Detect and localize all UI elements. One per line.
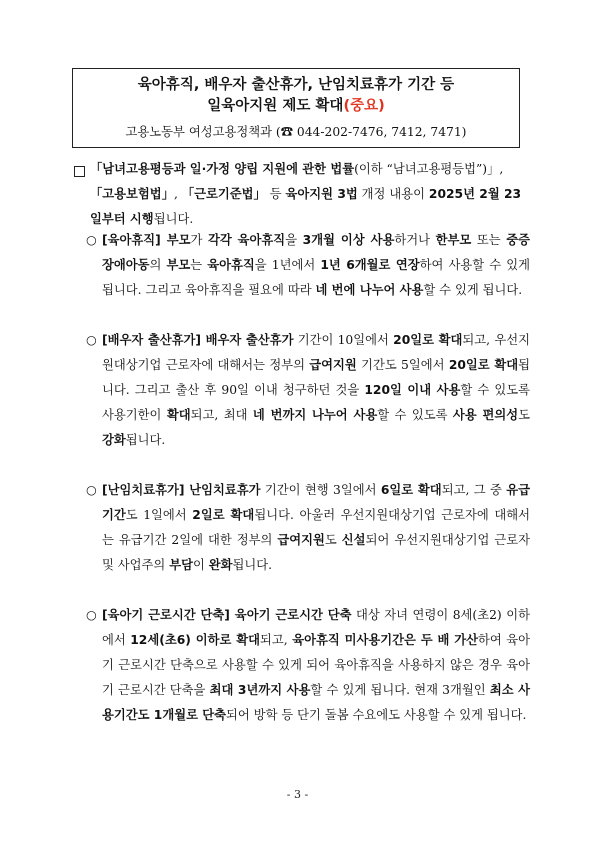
item-text — [102, 228, 530, 303]
text-segment: 기간도 5일에서 — [356, 358, 449, 372]
bold-text-segment: 한부모 — [435, 233, 472, 247]
title-line-2 — [73, 94, 519, 115]
text-segment: 는 — [190, 258, 208, 272]
importance-tag: (중요) — [343, 98, 385, 114]
title-line-1: 육아휴직, 배우자 출산휴가, 난임치료휴가 기간 등 — [137, 77, 455, 93]
bold-text-segment: 2일로 확대 — [192, 508, 255, 522]
bold-text-segment: 12세(초6) 이하로 확대 — [130, 633, 261, 647]
text-segment: 되고, 최대 — [190, 408, 253, 422]
text-segment: , — [174, 187, 182, 201]
bold-text-segment: 최대 3년까지 사용 — [209, 683, 311, 697]
bold-text-segment: 120일 이내 사용 — [364, 383, 461, 397]
bold-text-segment: [배우자 출산휴가] 배우자 출산휴가 — [102, 333, 294, 347]
text-segment: 할 수 있도록 사용기한이 — [102, 383, 530, 422]
page-number: - 3 - — [286, 788, 309, 801]
bold-text-segment: 6일로 확대 — [380, 483, 442, 497]
item-reduced-working-hours — [86, 603, 530, 728]
square-checkbox-icon — [74, 166, 85, 177]
text-segment: 하여 육아기 근로시간 단축으로 사용할 수 있게 되어 육아휴직을 사용하지 않은 경우 육아기 근로시간 단축을 — [102, 633, 530, 697]
text-segment: 가 — [190, 233, 208, 247]
bold-text-segment: 유급기간 — [102, 483, 530, 522]
bold-text-segment: [육아휴직] 부모 — [102, 233, 191, 247]
item-text — [102, 328, 530, 453]
bold-text-segment: 각각 육아휴직 — [207, 233, 286, 247]
text-segment: 되고, 우선지원대상기업 근로자에 대해서는 정부의 — [102, 333, 530, 372]
text-segment: 기간이 현행 3일에서 — [260, 483, 381, 497]
text-segment: 을 — [285, 233, 303, 247]
bold-text-segment: 최소 사용기간도 1개월로 단축 — [102, 683, 531, 722]
text-segment: 되고, — [260, 633, 293, 647]
item-text — [102, 603, 530, 728]
bold-text-segment: 완화 — [208, 558, 233, 572]
text-segment: 하거나 — [394, 233, 436, 247]
text-segment: 할 수 있게 됩니다. 현재 3개월인 — [310, 683, 490, 697]
text-segment: 되어 우선지원대상기업 근로자 및 사업주의 — [102, 533, 530, 572]
text-segment: 대상 자녀 연령이 8세(초2) 이하에서 — [102, 608, 530, 647]
bold-text-segment: 급여지원 — [277, 533, 325, 547]
item-text — [102, 478, 530, 578]
bold-text-segment: 신설 — [341, 533, 366, 547]
circle-bullet-icon: ○ — [86, 608, 97, 622]
text-segment: 도 — [324, 533, 342, 547]
bold-text-segment: 사용 편의성 — [452, 408, 519, 422]
item-parental-leave — [86, 228, 530, 303]
bold-text-segment: 「남녀고용평등과 일·가정 양립 지원에 관한 법률 — [90, 162, 355, 176]
bold-text-segment: 2025년 2월 23일부터 시행 — [90, 187, 522, 226]
bold-text-segment: 20일로 확대 — [448, 358, 519, 372]
text-segment: 도 1일에서 — [125, 508, 193, 522]
bold-text-segment: 육아휴직 미사용기간은 두 배 가산 — [292, 633, 478, 647]
circle-bullet-icon: ○ — [86, 233, 97, 247]
item-spouse-maternity-leave — [86, 328, 530, 453]
text-segment: 됩니다. — [125, 433, 166, 447]
text-segment: 이 — [192, 558, 209, 572]
bold-text-segment: 육아지원 3법 — [285, 187, 358, 201]
bold-text-segment: 20일로 확대 — [393, 333, 463, 347]
text-segment: 을 1년에서 — [254, 258, 321, 272]
bold-text-segment: 「근로기준법」 — [181, 187, 266, 201]
text-segment: 되어 방학 등 단기 돌봄 수요에도 사용할 수 있게 됩니다. — [226, 708, 527, 722]
text-segment: 기간이 10일에서 — [293, 333, 394, 347]
bold-text-segment: 중증 장애아동 — [102, 233, 530, 272]
department-contact: 고용노동부 여성고용정책과 (☎ 044-202-7476, 7412, 7471) — [125, 125, 467, 139]
text-segment: 등 — [265, 187, 286, 201]
text-segment: 할 수 있도록 — [377, 408, 453, 422]
text-segment: (이하 “남녀고용평등법”)」, — [354, 162, 504, 176]
intro-paragraph — [72, 157, 528, 232]
text-segment: 의 — [149, 258, 167, 272]
intro-text — [90, 157, 528, 232]
text-segment: 또는 — [471, 233, 507, 247]
bold-text-segment: 확대 — [166, 408, 191, 422]
circle-bullet-icon: ○ — [86, 483, 97, 497]
text-segment: 개정 내용이 — [357, 187, 429, 201]
text-segment: 됩니다. — [153, 212, 194, 226]
bold-text-segment: 네 번까지 나누어 사용 — [252, 408, 378, 422]
text-segment: 됩니다. 아울러 우선지원대상기업 근로자에 대해서는 유급기간 2일에 대한 정부의 — [102, 508, 530, 547]
bold-text-segment: 육아휴직 — [207, 258, 255, 272]
item-infertility-leave — [86, 478, 530, 578]
text-segment: 하여 사용할 수 있게 됩니다. 그리고 육아휴직을 필요에 따라 — [102, 258, 530, 297]
bold-text-segment: 3개월 이상 사용 — [302, 233, 395, 247]
bold-text-segment: 급여지원 — [309, 358, 357, 372]
bold-text-segment: [육아기 근로시간 단축] 육아기 근로시간 단축 — [102, 608, 352, 622]
bold-text-segment: 강화 — [102, 433, 126, 447]
title-line-2-main: 일육아지원 제도 확대 — [207, 98, 344, 114]
text-segment: 됩니다. 그리고 출산 후 90일 이내 청구하던 것을 — [102, 358, 531, 397]
bold-text-segment: 「고용보험법」 — [90, 187, 174, 201]
title-box — [72, 68, 520, 148]
text-segment: 할 수 있게 됩니다. — [423, 283, 523, 297]
bold-text-segment: 네 번에 나누어 사용 — [315, 283, 424, 297]
bold-text-segment: 부모 — [166, 258, 191, 272]
bold-text-segment: [난임치료휴가] 난임치료휴가 — [102, 483, 261, 497]
bold-text-segment: 1년 6개월로 연장 — [320, 258, 420, 272]
circle-bullet-icon: ○ — [86, 333, 97, 347]
bold-text-segment: 부담 — [169, 558, 193, 572]
text-segment: 되고, 그 중 — [441, 483, 507, 497]
text-segment: 도 — [518, 408, 530, 422]
text-segment: 됩니다. — [232, 558, 273, 572]
